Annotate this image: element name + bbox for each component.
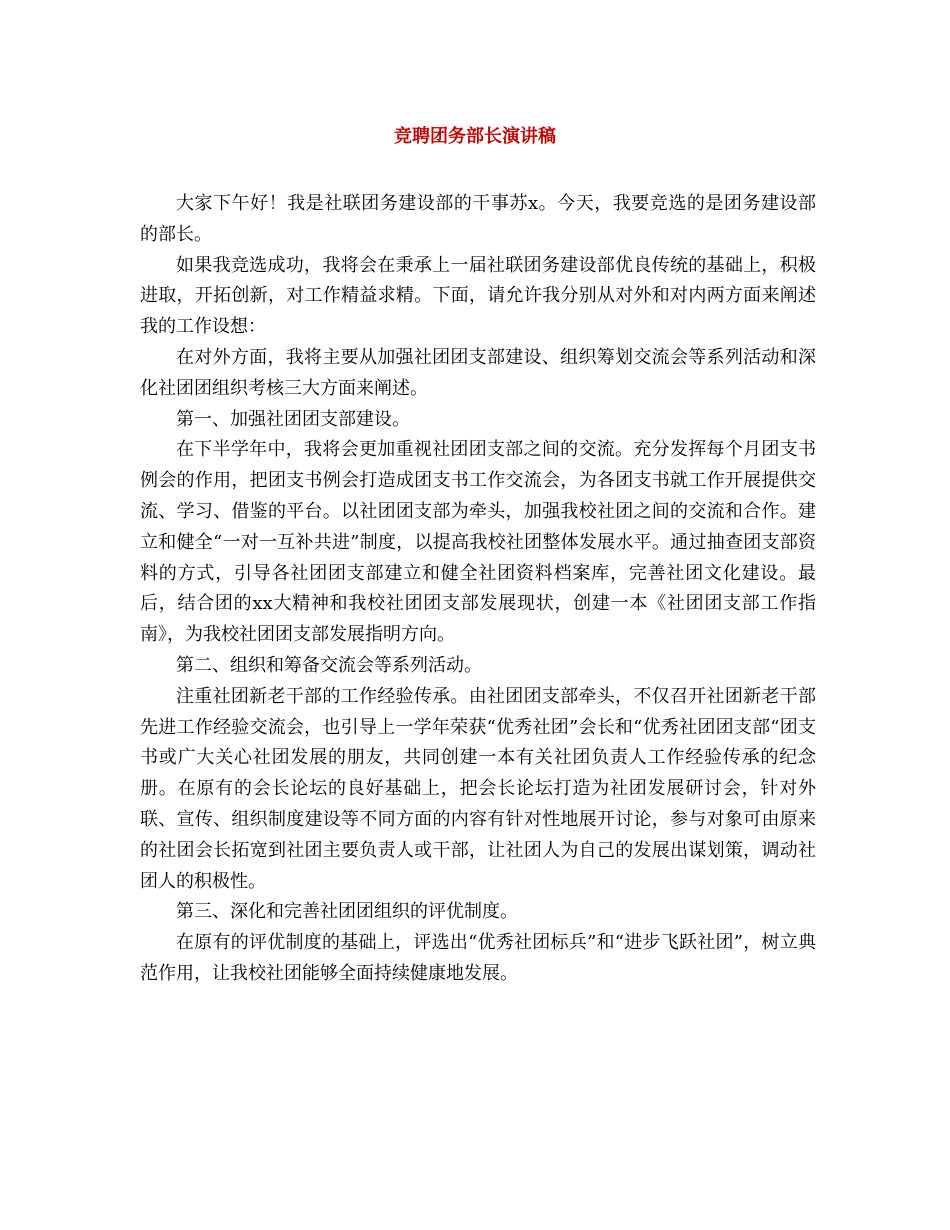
- paragraph-greeting: 大家下午好！我是社联团务建设部的干事苏x。今天，我要竞选的是团务建设部的部长。: [140, 193, 816, 245]
- paragraph-heading-first: 第一、加强社团团支部建设。: [176, 408, 410, 430]
- document-body: [140, 189, 816, 990]
- document-title: 竞聘团务部长演讲稿: [394, 126, 556, 147]
- paragraph-heading-second: 第二、组织和筹备交流会等系列活动。: [176, 654, 482, 676]
- paragraph-intro: 如果我竞选成功，我将会在秉承上一届社联团务建设部优良传统的基础上，积极进取，开拓创新，对工作精益求精。下面，请允许我分别从对外和对内两方面来阐述我的工作设想：: [140, 254, 816, 338]
- paragraph-heading-third: 第三、深化和完善社团团组织的评优制度。: [176, 901, 518, 923]
- paragraph-second-body: 注重社团新老干部的工作经验传承。由社团团支部牵头，不仅召开社团新老干部先进工作经验交流会，也引导上一学年荣获“优秀社团”会长和“优秀社团团支部“团支书或广大关心社团发展的朋友，共同创建一本有关社团负责人工作经验传承的纪念册。在原有的会长论坛的良好基础上，把会长论坛打造为社团发展研讨会，针对外联、宣传、组织制度建设等不同方面的内容有针对性地展开讨论，参与对象可由原来的社团会长拓宽到社团主要负责人或干部，让社团人为自己的发展出谋划策，调动社团人的积极性。: [140, 685, 816, 892]
- paragraph-first-body: 在下半学年中，我将会更加重视社团团支部之间的交流。充分发挥每个月团支书例会的作用，把团支书例会打造成团支书工作交流会，为各团支书就工作开展提供交流、学习、借鉴的平台。以社团团支部为牵头，加强我校社团之间的交流和合作。建立和健全“一对一互补共进”制度，以提高我校社团整体发展水平。通过抽查团支部资料的方式，引导各社团团支部建立和健全社团资料档案库，完善社团文化建设。最后，结合团的xx大精神和我校社团团支部发展现状，创建一本《社团团支部工作指南》，为我校社团团支部发展指明方向。: [140, 439, 816, 646]
- paragraph-external-overview: 在对外方面，我将主要从加强社团团支部建设、组织筹划交流会等系列活动和深化社团团组织考核三大方面来阐述。: [140, 346, 816, 399]
- paragraph-third-body: 在原有的评优制度的基础上，评选出“优秀社团标兵”和“进步飞跃社团”，树立典范作用，让我校社团能够全面持续健康地发展。: [140, 932, 816, 984]
